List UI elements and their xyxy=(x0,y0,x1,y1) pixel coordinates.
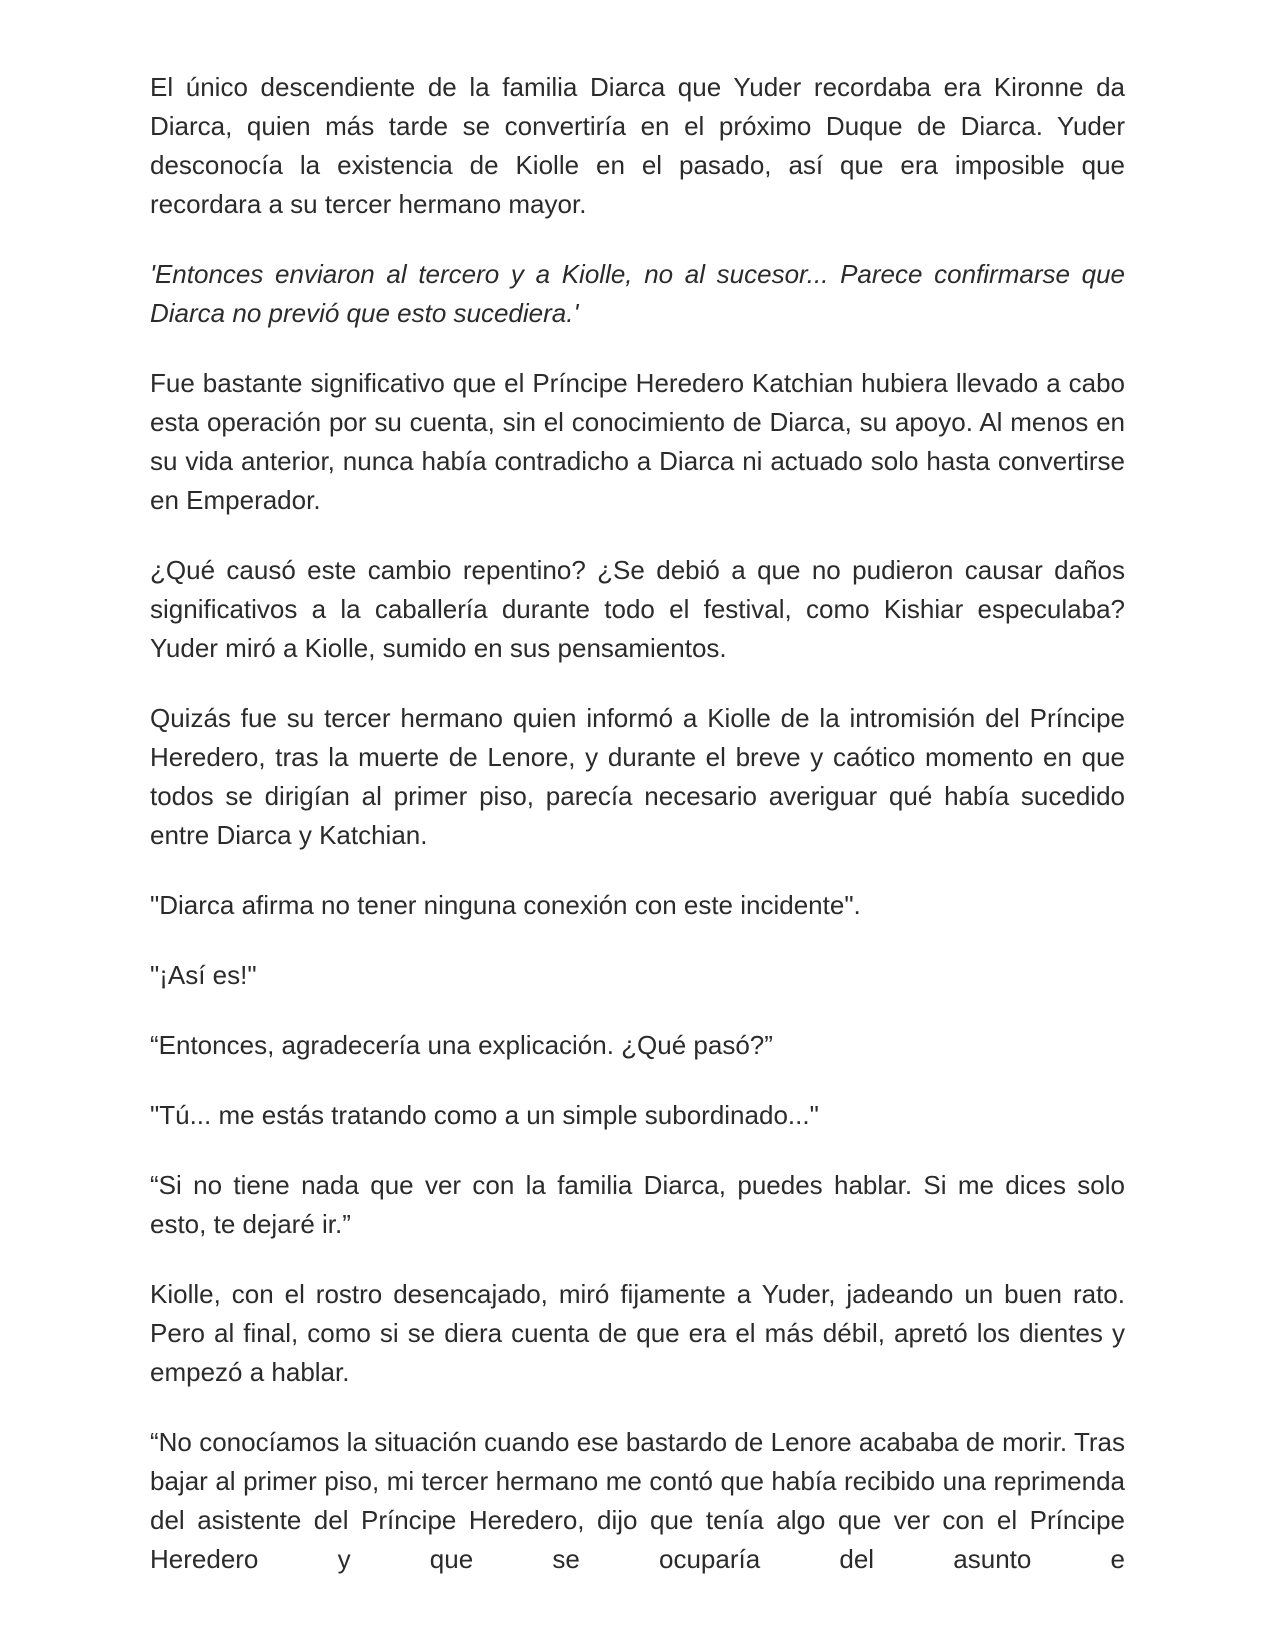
paragraph-italic-thought: 'Entonces enviaron al tercero y a Kiolle, no al sucesor... Parece confirmarse que Diarca no previó que esto sucediera.' xyxy=(150,259,1125,328)
dialogue-line: "Tú... me estás tratando como a un simple subordinado..." xyxy=(150,1100,819,1130)
paragraph: El único descendiente de la familia Diarca que Yuder recordaba era Kironne da Diarca, quien más tarde se convertiría en el próximo Duque de Diarca. Yuder desconocía la existencia de Kiolle en el pasado, así que era imposible que recordara a su tercer hermano mayor. xyxy=(150,72,1125,219)
paragraph: Kiolle, con el rostro desencajado, miró fijamente a Yuder, jadeando un buen rato. Pero al final, como si se diera cuenta de que era el más débil, apretó los dientes y empezó a hablar. xyxy=(150,1279,1125,1387)
dialogue-line: "Diarca afirma no tener ninguna conexión con este incidente". xyxy=(150,890,861,920)
dialogue-line: “Si no tiene nada que ver con la familia Diarca, puedes hablar. Si me dices solo esto, te dejaré ir.” xyxy=(150,1170,1125,1239)
paragraph-continued: “No conocíamos la situación cuando ese bastardo de Lenore acababa de morir. Tras bajar al primer piso, mi tercer hermano me contó que había recibido una reprimenda del asistente del Príncipe Heredero, dijo que tenía algo que ver con el Príncipe Heredero y que se ocuparía del asunto e xyxy=(150,1427,1125,1574)
document-page xyxy=(150,68,1125,1579)
dialogue-line: "¡Así es!" xyxy=(150,960,257,990)
paragraph: ¿Qué causó este cambio repentino? ¿Se debió a que no pudieron causar daños significativos a la caballería durante todo el festival, como Kishiar especulaba? Yuder miró a Kiolle, sumido en sus pensamientos. xyxy=(150,555,1125,663)
paragraph: Fue bastante significativo que el Príncipe Heredero Katchian hubiera llevado a cabo esta operación por su cuenta, sin el conocimiento de Diarca, su apoyo. Al menos en su vida anterior, nunca había contradicho a Diarca ni actuado solo hasta convertirse en Emperador. xyxy=(150,368,1125,515)
paragraph: Quizás fue su tercer hermano quien informó a Kiolle de la intromisión del Príncipe Heredero, tras la muerte de Lenore, y durante el breve y caótico momento en que todos se dirigían al primer piso, parecía necesario averiguar qué había sucedido entre Diarca y Katchian. xyxy=(150,703,1125,850)
dialogue-line: “Entonces, agradecería una explicación. ¿Qué pasó?” xyxy=(150,1030,773,1060)
